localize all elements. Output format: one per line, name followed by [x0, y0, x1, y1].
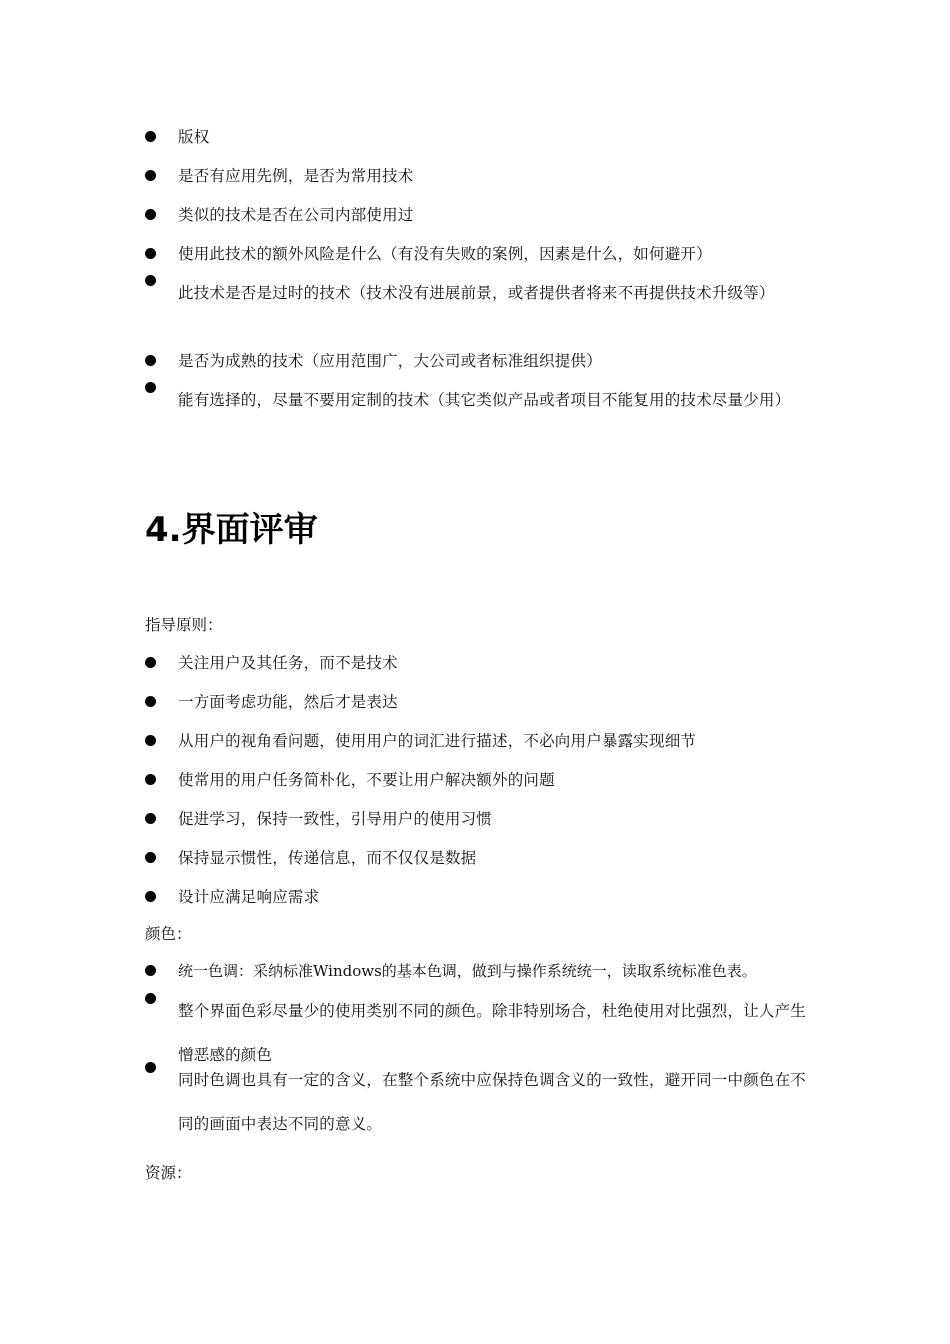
- list-item: 保持显示惯性，传递信息，而不仅仅是数据: [145, 848, 815, 887]
- bullet-icon: [145, 382, 156, 393]
- resource-label: 资源：: [145, 1164, 192, 1182]
- bullet-icon: [145, 1062, 156, 1073]
- list-item: 从用户的视角看问题，使用用户的词汇进行描述，不必向用户暴露实现细节: [145, 731, 815, 770]
- color-list: [145, 961, 815, 1140]
- list-item: 关注用户及其任务，而不是技术: [145, 653, 815, 692]
- bullet-icon: [145, 248, 156, 259]
- bullet-icon: [145, 696, 156, 707]
- bullet-icon: [145, 355, 156, 366]
- bullet-icon: [145, 774, 156, 785]
- bullet-icon: [145, 993, 156, 1004]
- list-item: 是否为成熟的技术（应用范围广，大公司或者标准组织提供）: [145, 351, 815, 390]
- list-item: 促进学习，保持一致性，引导用户的使用习惯: [145, 809, 815, 848]
- bullet-icon: [145, 275, 156, 286]
- bullet-icon: [145, 209, 156, 220]
- list-item: 是否有应用先例，是否为常用技术: [145, 166, 815, 205]
- list-item: 使常用的用户任务简朴化，不要让用户解决额外的问题: [145, 770, 815, 809]
- bullet-icon: [145, 965, 156, 976]
- list-item: 同时色调也具有一定的含义，在整个系统中应保持色调含义的一致性，避开同一中颜色在不同的画面中表达不同的意义。: [145, 1058, 815, 1140]
- bullet-icon: [145, 852, 156, 863]
- section-heading: 4.界面评审: [145, 510, 318, 550]
- list-item: 统一色调：采纳标准Windows的基本色调，做到与操作系统统一，读取系统标准色表。: [145, 961, 815, 1001]
- list-item: 此技术是否是过时的技术（技术没有进展前景，或者提供者将来不再提供技术升级等）: [145, 271, 815, 351]
- bullet-icon: [145, 891, 156, 902]
- list-item: 设计应满足响应需求: [145, 887, 815, 926]
- list-item: 整个界面色彩尽量少的使用类别不同的颜色。除非特别场合，杜绝使用对比强烈，让人产生憎恶感的颜色: [145, 989, 815, 1070]
- bullet-icon: [145, 735, 156, 746]
- bullet-icon: [145, 813, 156, 824]
- bullet-icon: [145, 657, 156, 668]
- list-item: 使用此技术的额外风险是什么（有没有失败的案例，因素是什么，如何避开）: [145, 244, 815, 283]
- list-item: 能有选择的，尽量不要用定制的技术（其它类似产品或者项目不能复用的技术尽量少用）: [145, 378, 815, 458]
- list-item: 一方面考虑功能，然后才是表达: [145, 692, 815, 731]
- list-item: 类似的技术是否在公司内部使用过: [145, 205, 815, 244]
- list-item: 版权: [145, 127, 815, 166]
- bullet-icon: [145, 131, 156, 142]
- color-label: 颜色：: [145, 925, 192, 943]
- guide-list: [145, 653, 815, 926]
- tech-criteria-list: [145, 127, 815, 458]
- bullet-icon: [145, 170, 156, 181]
- guide-label: 指导原则：: [145, 616, 223, 634]
